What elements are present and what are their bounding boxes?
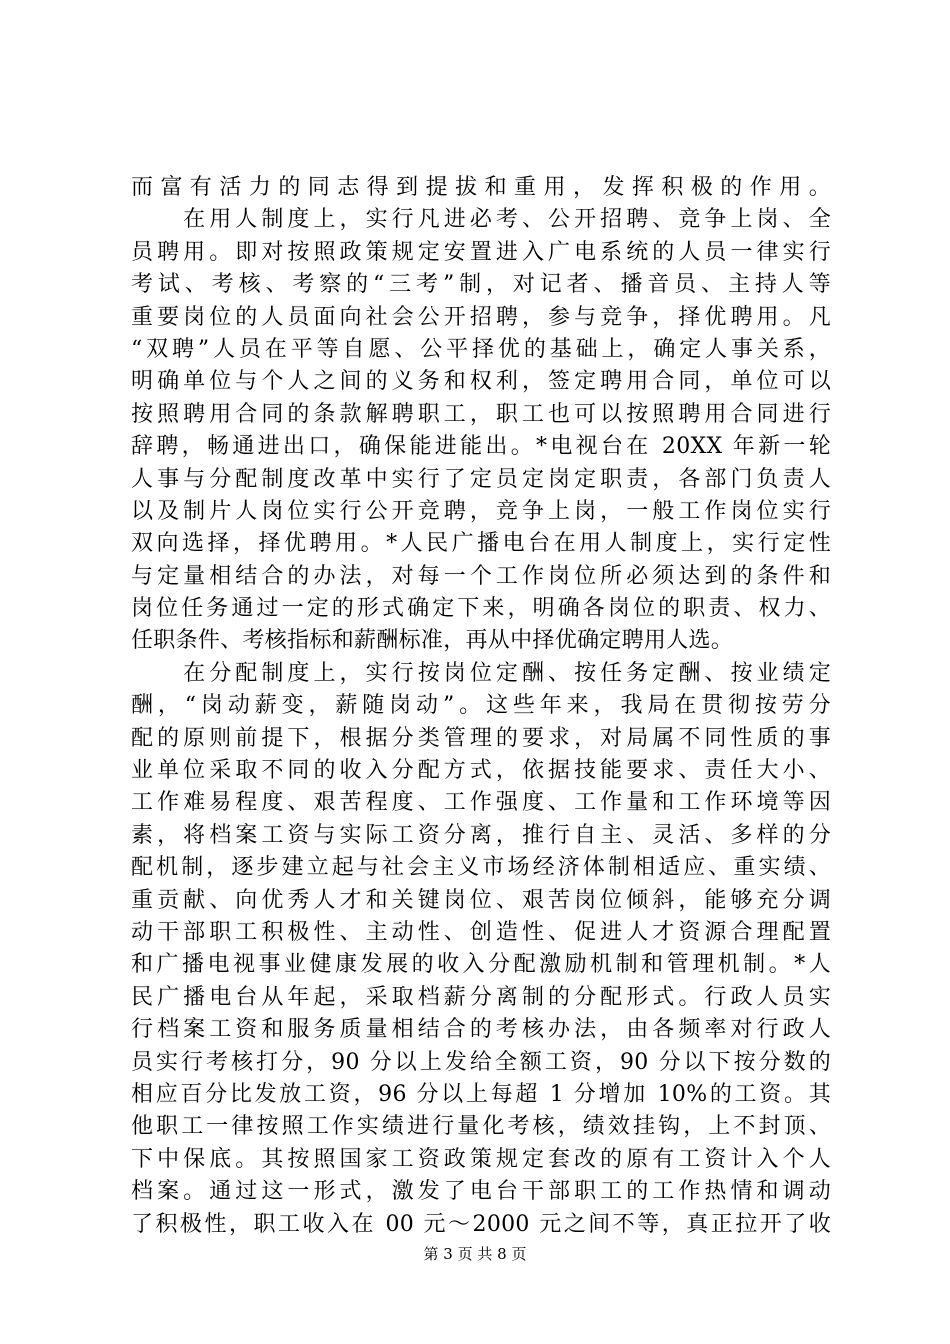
text-line: 配的原则前提下，根据分类管理的要求，对局属不同性质的事 [131, 725, 831, 751]
text-line: 与定量相结合的办法，对每一个工作岗位所必须达到的条件和 [131, 563, 831, 589]
text-line: 重贡献、向优秀人才和关键岗位、艰苦岗位倾斜，能够充分调 [131, 887, 831, 913]
text-line: “双聘”人员在平等自愿、公平择优的基础上，确定人事关系， [131, 336, 831, 362]
text-line: 辞聘，畅通进出口，确保能进能出。*电视台在 20XX 年新一轮 [131, 434, 831, 460]
text-line: 任职条件、考核指标和薪酬标准，再从中择优确定聘用人选。 [131, 628, 734, 654]
text-line: 业单位采取不同的收入分配方式，依据技能要求、责任大小、 [131, 758, 831, 784]
text-line: 了积极性，职工收入在 00 元～2000 元之间不等，真正拉开了收 [131, 1211, 831, 1237]
text-line: 档案。通过这一形式，激发了电台干部职工的工作热情和调动 [131, 1179, 831, 1205]
body-text [131, 172, 831, 1241]
text-line: 而富有活力的同志得到提拔和重用，发挥积极的作用。 [131, 175, 831, 200]
text-line: 相应百分比发放工资，96 分以上每超 1 分增加 10%的工资。其 [131, 1081, 831, 1107]
text-line: 在分配制度上，实行按岗位定酬、按任务定酬、按业绩定 [131, 660, 831, 686]
text-line: 他职工一律按照工作实绩进行量化考核，绩效挂钩，上不封顶、 [131, 1114, 831, 1140]
text-line: 明确单位与个人之间的义务和权利，签定聘用合同，单位可以 [131, 369, 831, 395]
text-line: 素，将档案工资与实际工资分离，推行自主、灵活、多样的分 [131, 822, 831, 848]
text-line: 动干部职工积极性、主动性、创造性、促进人才资源合理配置 [131, 919, 831, 945]
text-line: 考试、考核、考察的“三考”制，对记者、播音员、主持人等 [131, 272, 831, 298]
text-line: 双向选择，择优聘用。*人民广播电台在用人制度上，实行定性 [131, 531, 831, 557]
text-line: 岗位任务通过一定的形式确定下来，明确各岗位的职责、权力、 [131, 596, 831, 622]
text-line: 以及制片人岗位实行公开竞聘，竞争上岗，一般工作岗位实行 [131, 498, 831, 524]
text-line: 人事与分配制度改革中实行了定员定岗定职责，各部门负责人 [131, 466, 831, 492]
text-line: 和广播电视事业健康发展的收入分配激励机制和管理机制。*人 [131, 952, 831, 978]
text-line: 民广播电台从年起，采取档薪分离制的分配形式。行政人员实 [131, 984, 831, 1010]
text-line: 在用人制度上，实行凡进必考、公开招聘、竞争上岗、全 [131, 207, 831, 233]
text-line: 酬，“岗动薪变，薪随岗动”。这些年来，我局在贯彻按劳分 [131, 693, 831, 719]
text-line: 重要岗位的人员面向社会公开招聘，参与竞争，择优聘用。凡 [131, 304, 831, 330]
text-line: 下中保底。其按照国家工资政策规定套改的原有工资计入个人 [131, 1146, 831, 1172]
text-line: 配机制，逐步建立起与社会主义市场经济体制相适应、重实绩、 [131, 855, 831, 881]
text-line: 行档案工资和服务质量相结合的考核办法，由各频率对行政人 [131, 1017, 831, 1043]
page-number-footer: 第 3 页 共 8 页 [423, 1245, 527, 1263]
text-line: 员聘用。即对按照政策规定安置进入广电系统的人员一律实行 [131, 239, 831, 265]
text-line: 按照聘用合同的条款解聘职工，职工也可以按照聘用合同进行 [131, 401, 831, 427]
text-line: 员实行考核打分，90 分以上发给全额工资，90 分以下按分数的 [131, 1049, 831, 1075]
text-line: 工作难易程度、艰苦程度、工作强度、工作量和工作环境等因 [131, 790, 831, 816]
